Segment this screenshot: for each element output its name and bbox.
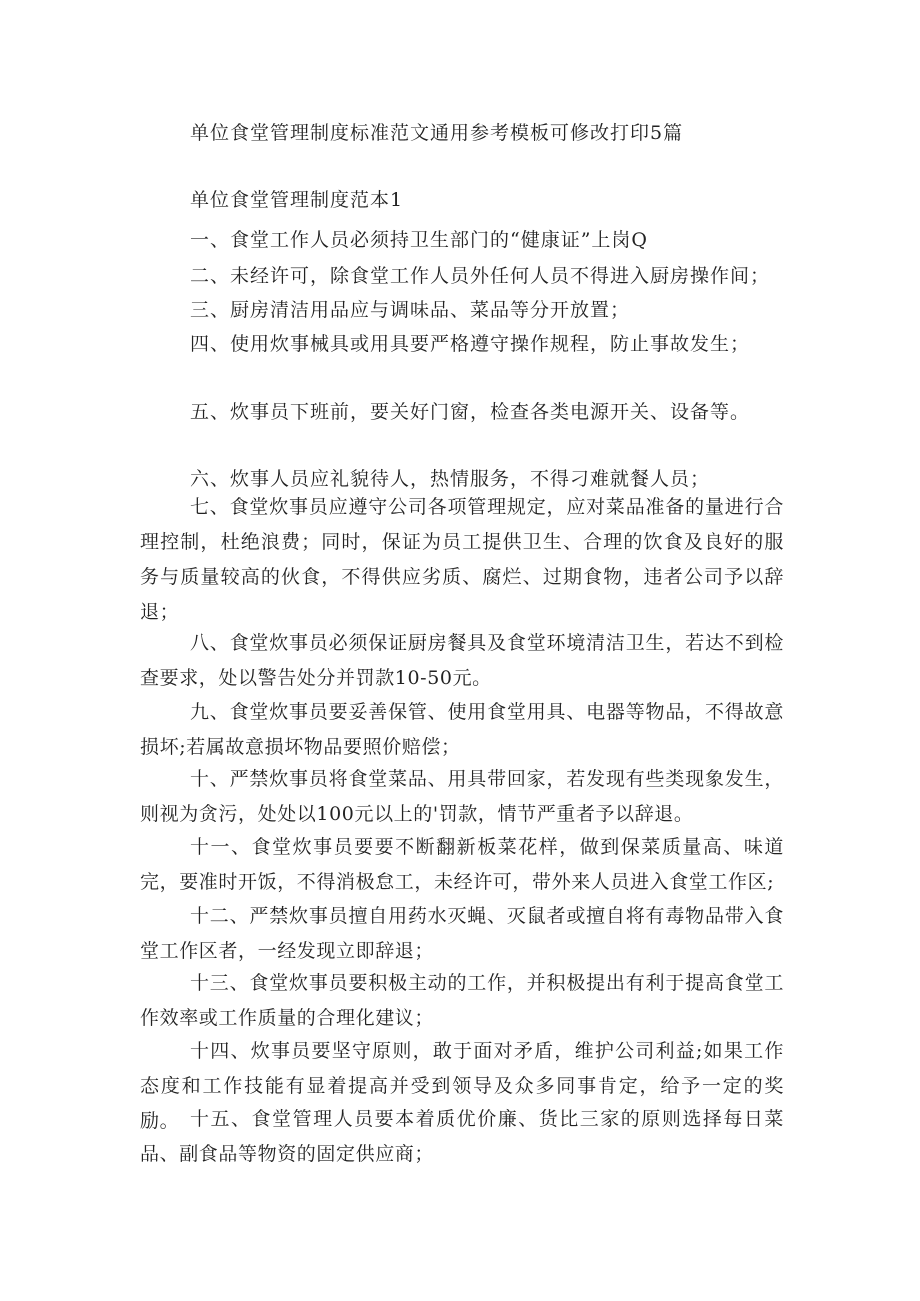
rule-10: 十、严禁炊事员将食堂菜品、用具带回家，若发现有些类现象发生，则视为贪污，处处以100元以上的'罚款，情节严重者予以辞退。	[140, 768, 784, 825]
rule-2: 二、未经许可，除食堂工作人员外任何人员不得进入厨房操作间；	[190, 265, 771, 287]
rule-7: 七、食堂炊事员应遵守公司各项管理规定，应对菜品准备的量进行合理控制，杜绝浪费；同时，保证为员工提供卫生、合理的饮食及良好的服务与质量较高的伙食，不得供应劣质、腐烂、过期食物，违者公司予以辞退；	[140, 496, 784, 623]
rule-4: 四、使用炊事械具或用具要严格遵守操作规程，防止事故发生；	[190, 333, 751, 355]
rule-5: 五、炊事员下班前，要关好门窗，检查各类电源开关、设备等。	[190, 401, 751, 423]
rule-6: 六、炊事人员应礼貌待人，热情服务，不得刁难就餐人员；	[190, 468, 711, 490]
rule-3: 三、厨房清洁用品应与调味品、菜品等分开放置；	[190, 299, 631, 321]
rule-11: 十一、食堂炊事员要要不断翻新板菜花样，做到保菜质量高、味道完，要准时开饭，不得消极怠工，未经许可，带外来人员进入食堂工作区;	[140, 836, 784, 893]
rule-15: 十五、食堂管理人员要本着质优价廉、货比三家的原则选择每日菜品、副食品等物资的固定供应商；	[140, 1108, 784, 1165]
rule-14: 十四、炊事员要坚守原则，敢于面对矛盾，维护公司利益;如果工作态度和工作技能有显着提高并受到领导及众多同事肯定，给予一定的奖励。	[140, 1040, 784, 1132]
document-title: 单位食堂管理制度标准范文通用参考模板可修改打印5篇	[190, 122, 684, 144]
section-title: 单位食堂管理制度范本1	[190, 189, 404, 211]
rule-8: 八、食堂炊事员必须保证厨房餐具及食堂环境清洁卫生，若达不到检查要求，处以警告处分并罚款10-50元。	[140, 632, 784, 689]
rule-12: 十二、严禁炊事员擅自用药水灭蝇、灭鼠者或擅自将有毒物品带入食堂工作区者，一经发现立即辞退；	[140, 905, 784, 962]
rule-9: 九、食堂炊事员要妥善保管、使用食堂用具、电器等物品，不得故意损坏;若属故意损坏物品要照价赔偿；	[140, 701, 784, 758]
rule-13: 十三、食堂炊事员要积极主动的工作，并积极提出有利于提高食堂工作效率或工作质量的合理化建议；	[140, 972, 784, 1029]
rule-1: 一、食堂工作人员必须持卫生部门的“健康证”上岗Q	[190, 229, 649, 251]
